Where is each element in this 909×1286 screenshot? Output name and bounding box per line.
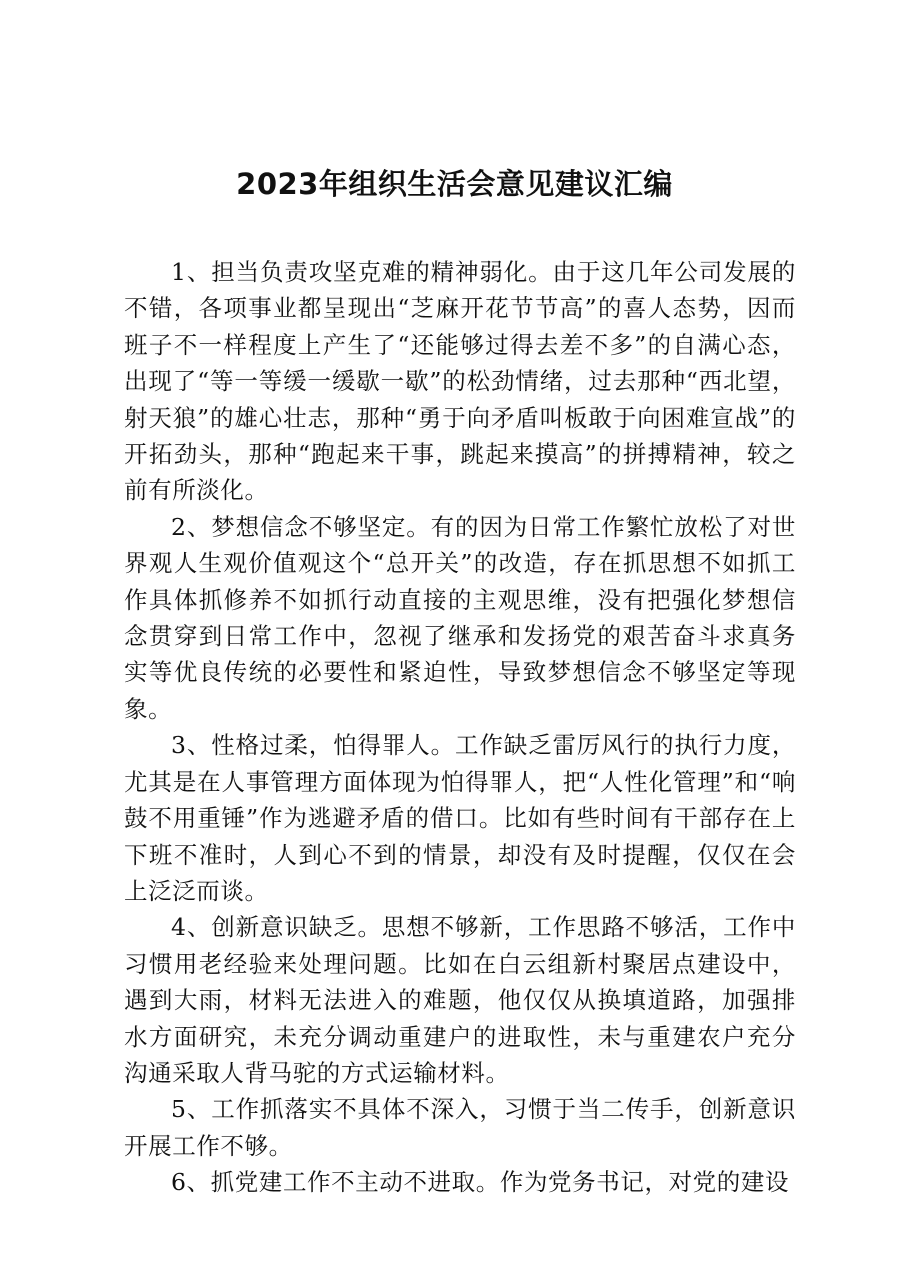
paragraph-5: 5、工作抓落实不具体不深入，习惯于当二传手，创新意识开展工作不够。: [124, 1095, 796, 1160]
document-body: [124, 254, 796, 1201]
paragraph-3: 3、性格过柔，怕得罪人。工作缺乏雷厉风行的执行力度，尤其是在人事管理方面体现为怕得罪人，把“人性化管理”和“响鼓不用重锤”作为逃避矛盾的借口。比如有些时间有干部存在上下班不准时，人到心不到的情景，却没有及时提醒，仅仅在会上泛泛而谈。: [124, 731, 796, 905]
paragraph-4: 4、创新意识缺乏。思想不够新，工作思路不够活，工作中习惯用老经验来处理问题。比如在白云组新村聚居点建设中，遇到大雨，材料无法进入的难题，他仅仅从换填道路，加强排水方面研究，未充分调动重建户的进取性，未与重建农户充分沟通采取人背马驼的方式运输材料。: [124, 913, 796, 1087]
paragraph-6: 6、抓党建工作不主动不进取。作为党务书记，对党的建设: [171, 1168, 790, 1197]
document-title: 2023年组织生活会意见建议汇编: [236, 167, 673, 201]
paragraph-2: 2、梦想信念不够坚定。有的因为日常工作繁忙放松了对世界观人生观价值观这个“总开关”的改造，存在抓思想不如抓工作具体抓修养不如抓行动直接的主观思维，没有把强化梦想信念贯穿到日常工作中，忽视了继承和发扬党的艰苦奋斗求真务实等优良传统的必要性和紧迫性，导致梦想信念不够坚定等现象。: [124, 512, 796, 723]
paragraph-1: 1、担当负责攻坚克难的精神弱化。由于这几年公司发展的不错，各项事业都呈现出“芝麻开花节节高”的喜人态势，因而班子不一样程度上产生了“还能够过得去差不多”的自满心态，出现了“等一等缓一缓歇一歇”的松劲情绪，过去那种“西北望，射天狼”的雄心壮志，那种“勇于向矛盾叫板敢于向困难宣战”的开拓劲头，那种“跑起来干事，跳起来摸高”的拼搏精神，较之前有所淡化。: [124, 258, 796, 505]
